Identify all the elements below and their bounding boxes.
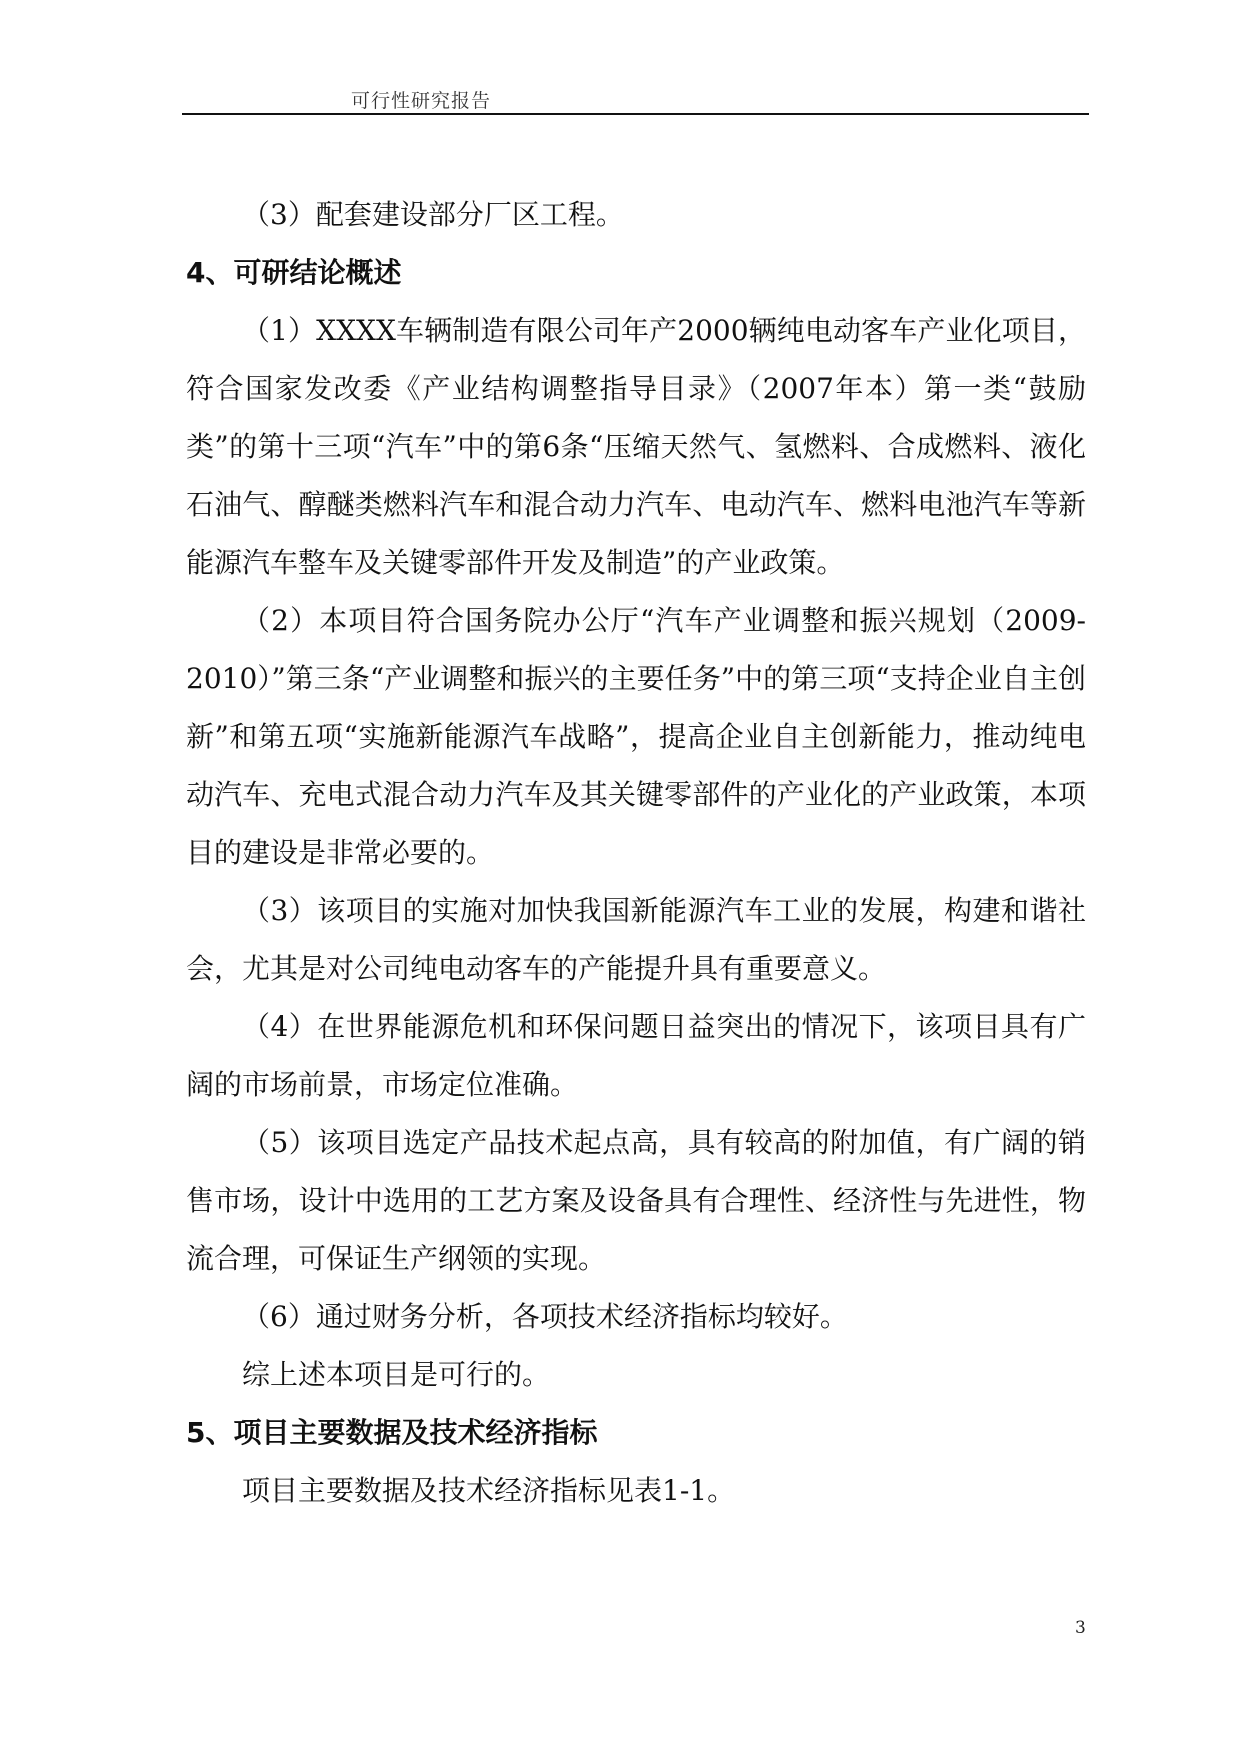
header-rule <box>182 113 1089 115</box>
table-reference-paragraph: 项目主要数据及技术经济指标见表1-1。 <box>242 1474 736 1507</box>
conclusion-paragraph-4: （4）在世界能源危机和环保问题日益突出的情况下，该项目具有广阔的市场前景，市场定位准确。 <box>186 1010 1086 1101</box>
running-header: 可行性研究报告 <box>351 90 492 112</box>
conclusion-paragraph-1: （1）XXXX车辆制造有限公司年产2000辆纯电动客车产业化项目，符合国家发改委《产业结构调整指导目录》（2007年本）第一类“鼓励类”的第十三项“汽车”中的第6条“压缩天然气、氢燃料、合成燃料、液化石油气、醇醚类燃料汽车和混合动力汽车、电动汽车、燃料电池汽车等新能源汽车整车及关键零部件开发及制造”的产业政策。 <box>186 314 1086 579</box>
section-heading-4: 4、可研结论概述 <box>186 256 402 289</box>
body-text <box>186 186 1086 1520</box>
summary-paragraph: 综上述本项目是可行的。 <box>242 1358 551 1391</box>
paragraph-item-3: （3）配套建设部分厂区工程。 <box>242 198 624 231</box>
conclusion-paragraph-2: （2）本项目符合国务院办公厅“汽车产业调整和振兴规划（2009-2010）”第三条“产业调整和振兴的主要任务”中的第三项“支持企业自主创新”和第五项“实施新能源汽车战略”，提高企业自主创新能力，推动纯电动汽车、充电式混合动力汽车及其关键零部件的产业化的产业政策，本项目的建设是非常必要的。 <box>186 604 1086 869</box>
section-heading-5: 5、项目主要数据及技术经济指标 <box>186 1416 598 1449</box>
conclusion-paragraph-3: （3）该项目的实施对加快我国新能源汽车工业的发展，构建和谐社会，尤其是对公司纯电动客车的产能提升具有重要意义。 <box>186 894 1086 985</box>
page-number: 3 <box>1075 1618 1086 1638</box>
conclusion-paragraph-6: （6）通过财务分析，各项技术经济指标均较好。 <box>242 1300 848 1333</box>
conclusion-paragraph-5: （5）该项目选定产品技术起点高，具有较高的附加值，有广阔的销售市场，设计中选用的工艺方案及设备具有合理性、经济性与先进性，物流合理，可保证生产纲领的实现。 <box>186 1126 1086 1275</box>
